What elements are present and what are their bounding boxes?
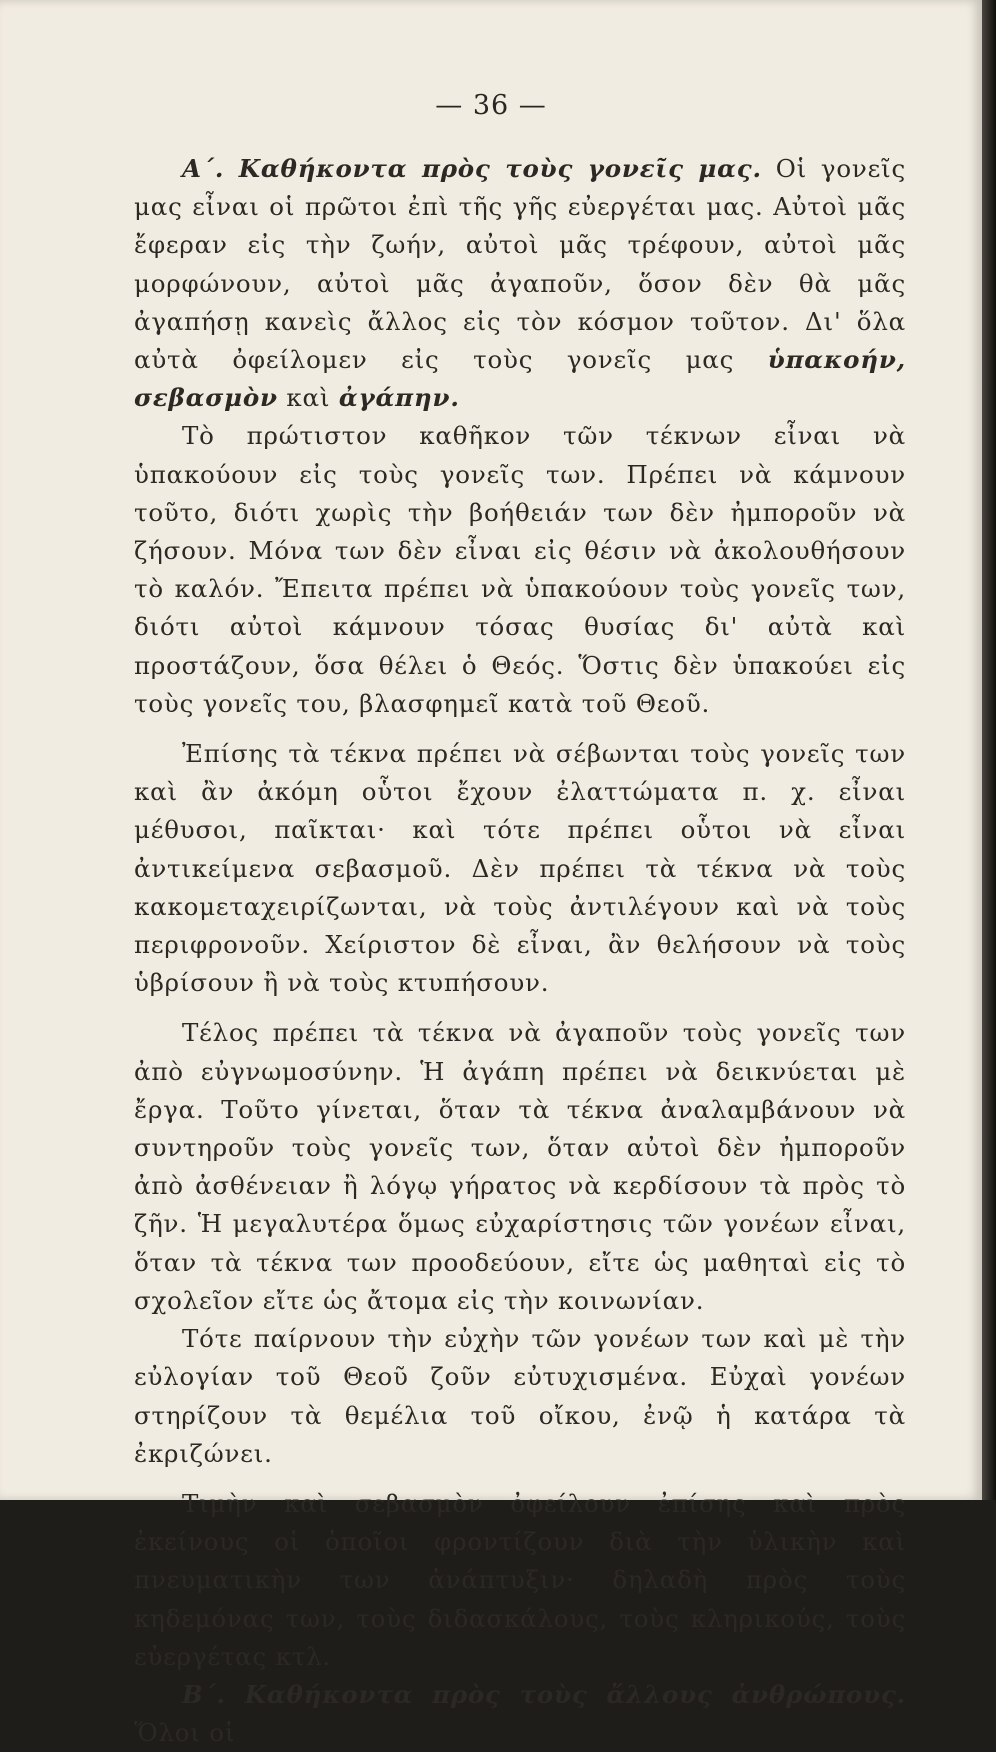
section-b-heading: Β΄. Καθήκοντα πρὸς τοὺς ἄλλους ἀνθρώπους. (182, 1679, 906, 1709)
section-a-intro: Οἱ γονεῖς μας εἶναι οἱ πρῶτοι ἐπὶ τῆς γῆς εὐεργέται μας. Αὐτοὶ μᾶς ἔφεραν εἰς τὴν ζωήν, αὐτοὶ μᾶς τρέφουν, αὐτοὶ μᾶς μορφώνουν, αὐτοὶ μᾶς ἀγαποῦν, ὅσον δὲν θὰ μᾶς ἀγαπήσῃ κανεὶς ἄλλος εἰς τὸν κόσμον τοῦτον. Δι' ὅλα αὐτὰ ὀφείλομεν εἰς τοὺς γονεῖς μας (134, 154, 906, 375)
emphasis-love: ἀγάπην. (338, 383, 460, 413)
paragraph-obedience: Τὸ πρώτιστον καθῆκον τῶν τέκνων εἶναι νὰ ὑπακούουν εἰς τοὺς γονεῖς των. Πρέπει νὰ κάμνουν τοῦτο, διότι χωρὶς τὴν βοήθειάν των δὲν ἠμποροῦν νὰ ζήσουν. Μόνα των δὲν εἶναι εἰς θέσιν νὰ ἀκολουθήσουν τὸ καλόν. Ἔπειτα πρέπει νὰ ὑπακούουν τοὺς γονεῖς των, διότι αὐτοὶ κάμνουν τόσας θυσίας δι' αὐτὰ καὶ προστάζουν, ὅσα θέλει ὁ Θεός. Ὅστις δὲν ὑπακούει εἰς τοὺς γονεῖς του, βλασφημεῖ κατὰ τοῦ Θεοῦ. (134, 421, 906, 718)
page-edge-shadow (982, 0, 996, 1500)
paragraph-love: Τέλος πρέπει τὰ τέκνα νὰ ἀγαποῦν τοὺς γονεῖς των ἀπὸ εὐγνωμοσύνην. Ἡ ἀγάπη πρέπει νὰ δεικνύεται μὲ ἔργα. Τοῦτο γίνεται, ὅταν τὰ τέκνα ἀναλαμβάνουν νὰ συντηροῦν τοὺς γονεῖς των, ὅταν αὐτοὶ δὲν ἠμποροῦν ἀπὸ ἀσθένειαν ἢ λόγῳ γήρατος νὰ κερδίσουν τὰ πρὸς τὸ ζῆν. Ἡ μεγαλυτέρα ὅμως εὐχαρίστησις τῶν γονέων εἶναι, ὅταν τὰ τέκνα των προοδεύουν, εἴτε ὡς μαθηταὶ εἰς τὸ σχολεῖον εἴτε ὡς ἄτομα εἰς τὴν κοινωνίαν. (134, 1018, 906, 1315)
page-body (134, 150, 906, 1752)
paragraph-blessing: Τότε παίρνουν τὴν εὐχὴν τῶν γονέων των καὶ μὲ τὴν εὐλογίαν τοῦ Θεοῦ ζοῦν εὐτυχισμένα. Εὐχαὶ γονέων στηρίζουν τὰ θεμέλια τοῦ οἴκου, ἐνῷ ἡ κατάρα τὰ ἐκριζώνει. (134, 1324, 906, 1468)
section-a-heading: Α΄. Καθήκοντα πρὸς τοὺς γονεῖς μας. (182, 154, 762, 183)
emphasis-obedience-respect: ὑπακοήν, σεβασμὸν (134, 345, 906, 413)
section-b-text: Ὅλοι οἱ (134, 1718, 236, 1748)
section-a-paragraph (134, 150, 906, 417)
page-number: — 36 — (435, 90, 547, 121)
section-b-paragraph (134, 1676, 906, 1752)
paragraph-respect: Ἐπίσης τὰ τέκνα πρέπει νὰ σέβωνται τοὺς γονεῖς των καὶ ἂν ἀκόμη οὗτοι ἔχουν ἐλαττώματα π. χ. εἶναι μέθυσοι, παῖκται· καὶ τότε πρέπει οὗτοι νὰ εἶναι ἀντικείμενα σεβασμοῦ. Δὲν πρέπει τὰ τέκνα νὰ τοὺς κακομεταχειρίζωνται, νὰ τοὺς ἀντιλέγουν καὶ νὰ τοὺς περιφρονοῦν. Χείριστον δὲ εἶναι, ἂν θελήσουν νὰ τοὺς ὑβρίσουν ἢ νὰ τοὺς κτυπήσουν. (134, 739, 906, 998)
paragraph-guardians: Τιμὴν καὶ σεβασμὸν ὀφείλουν ἐπίσης καὶ πρὸς ἐκείνους οἱ ὁποῖοι φροντίζουν διὰ τὴν ὑλικὴν καὶ πνευματικὴν των ἀνάπτυξιν· δηλαδὴ πρὸς τοὺς κηδεμόνας των, τοὺς διδασκάλους, τοὺς κληρικούς, τοὺς εὐεργέτας κτλ. (134, 1488, 906, 1671)
conjunction: καὶ (286, 383, 331, 413)
